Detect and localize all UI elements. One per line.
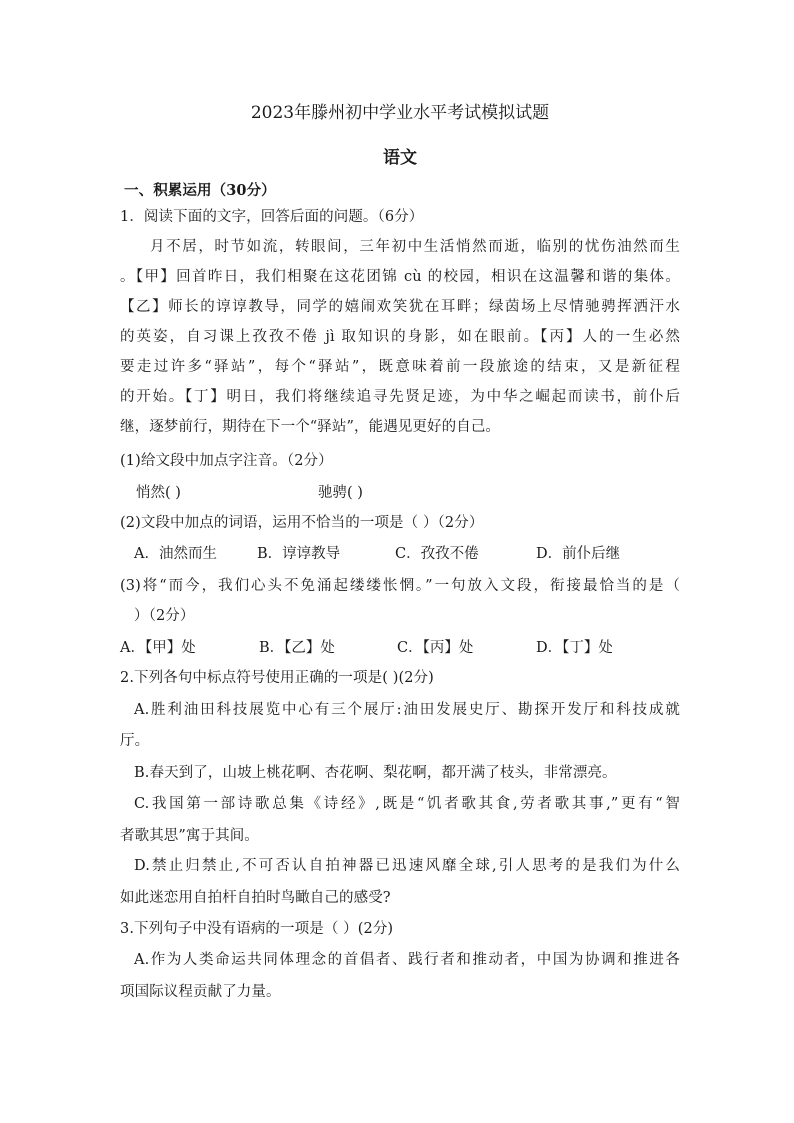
q1-stem: 1．阅读下面的文字，回答后面的问题。（6分） — [120, 209, 424, 225]
q3-stem: 3.下列句子中没有语病的一项是（ ）(2分) — [120, 921, 394, 937]
q2-stem: 2.下列各句中标点符号使用正确的一项是( )(2分) — [120, 670, 434, 686]
q1-sub2-stem: (2)文段中加点的词语，运用不恰当的一项是（ ）（2分） — [120, 515, 484, 531]
passage-line: 的英姿，自习课上孜孜不倦 jì 取知识的身影，如在眼前。【丙】人的一生必然 — [120, 329, 680, 345]
passage-line: 的开始。【丁】明日，我们将继续追寻先贤足迹，为中华之崛起而读书，前仆后 — [120, 389, 680, 405]
option-c: C．【丙】处 — [397, 640, 474, 656]
q2-option-line: 厅。 — [120, 733, 150, 749]
q3-option-line: 项国际议程贡献了力量。 — [120, 984, 281, 1000]
passage-line: 要走过许多“驿站”，每个“驿站”，既意味着前一段旅途的结束，又是新征程 — [120, 359, 680, 375]
q2-option-line: C.我国第一部诗歌总集《诗经》,既是“饥者歌其食,劳者歌其事,”更有“智 — [134, 796, 680, 812]
pinyin-blank-b: 驰骋( ) — [318, 485, 363, 501]
option-b: B．【乙】处 — [259, 640, 335, 656]
option-d: D．【丁】处 — [536, 640, 613, 656]
q2-option-line: 者歌其思”寓于其间。 — [120, 828, 259, 844]
exam-title: 2023年滕州初中学业水平考试模拟试题 — [250, 103, 550, 123]
q2-option-line: A.胜利油田科技展览中心有三个展厅:油田发展史厅、勘探开发厅和科技成就 — [134, 702, 680, 718]
q1-sub3-stem-cont: ）（2分） — [134, 608, 195, 624]
section-heading: 一、积累运用（30分） — [124, 182, 276, 199]
option-a: A．【甲】处 — [120, 640, 196, 656]
q2-option-line: D.禁止归禁止,不可否认自拍神器已迅速风靡全球,引人思考的是我们为什么 — [134, 858, 680, 874]
q1-sub3-stem: (3)将“而今，我们心头不免涌起缕缕怅惘。”一句放入文段，衔接最恰当的是（ — [120, 578, 680, 594]
option-c: C．孜孜不倦 — [395, 546, 479, 562]
option-d: D．前仆后继 — [536, 546, 621, 562]
q2-option-line: B.春天到了，山坡上桃花啊、杏花啊、梨花啊，都开满了枝头，非常漂亮。 — [134, 765, 617, 781]
passage-line: 【乙】师长的谆谆教导，同学的嬉闹欢笑犹在耳畔；绿茵场上尽情驰骋挥洒汗水 — [120, 299, 680, 315]
option-a: A．油然而生 — [134, 546, 217, 562]
subject-title: 语文 — [383, 148, 417, 168]
q2-option-line: 如此迷恋用自拍杆自拍时鸟瞰自己的感受? — [120, 890, 391, 906]
pinyin-blank-a: 悄然( ) — [136, 485, 181, 501]
passage-line: 继，逐梦前行，期待在下一个“驿站”，能遇见更好的自己。 — [120, 419, 501, 435]
q1-sub1-stem: (1)给文段中加点字注音。（2分） — [120, 453, 333, 469]
passage-line: 。【甲】回首昨日，我们相聚在这花团锦 cù 的校园，相识在这温馨和谐的集体。 — [120, 269, 680, 285]
q3-option-line: A.作为人类命运共同体理念的首倡者、践行者和推动者，中国为协调和推进各 — [134, 952, 680, 968]
passage-line: 月不居，时节如流，转眼间，三年初中生活悄然而逝，临别的忧伤油然而生 — [150, 239, 680, 255]
option-b: B．谆谆教导 — [257, 546, 341, 562]
